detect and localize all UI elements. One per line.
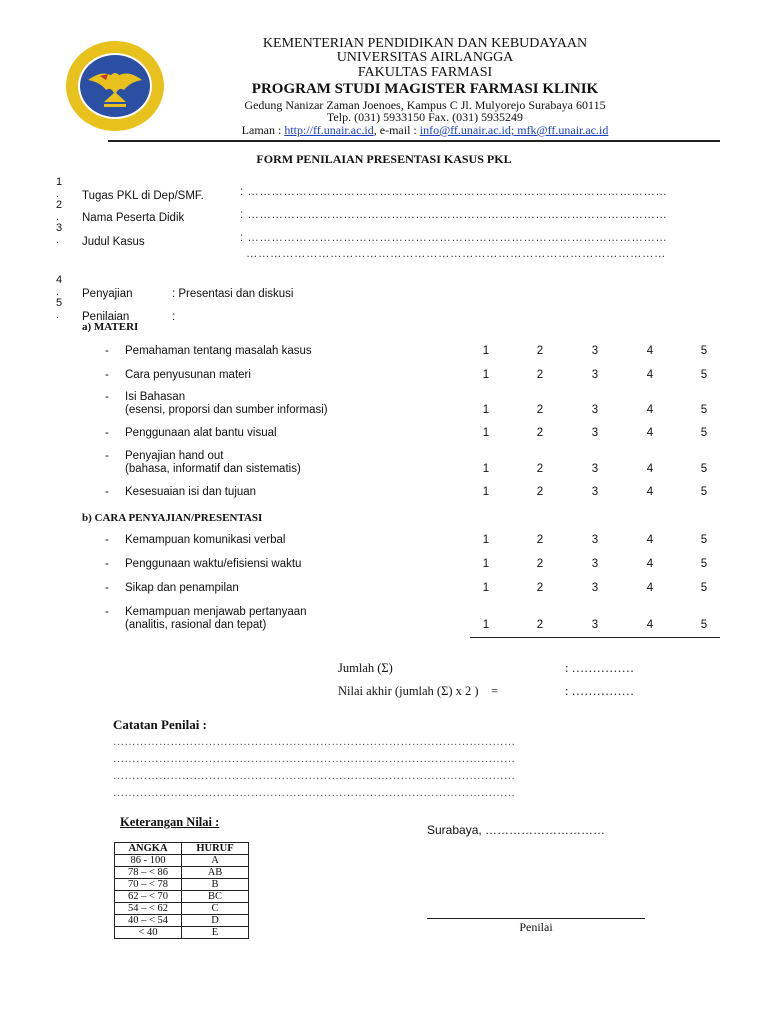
table-row bbox=[115, 867, 249, 879]
score-option[interactable]: 1 bbox=[482, 534, 490, 546]
score-option[interactable]: 1 bbox=[482, 463, 490, 475]
jumlah-label: Jumlah (Σ) bbox=[338, 661, 393, 675]
criteria-bullet: - bbox=[105, 486, 109, 498]
jumlah-value[interactable]: : …………… bbox=[565, 661, 635, 675]
grade-table-header bbox=[115, 843, 249, 855]
nilai-akhir-value[interactable]: : …………… bbox=[565, 684, 635, 698]
criteria-label: Sikap dan penampilan bbox=[125, 582, 239, 594]
score-option[interactable]: 5 bbox=[700, 582, 708, 594]
score-option[interactable]: 3 bbox=[591, 345, 599, 357]
grade-letter: C bbox=[182, 903, 249, 915]
criteria-label: Penggunaan waktu/efisiensi waktu bbox=[125, 558, 302, 570]
criteria-bullet: - bbox=[105, 582, 109, 594]
field-judul-input[interactable]: : …………………………………………………………………………………………… bbox=[240, 232, 668, 244]
score-option[interactable]: 2 bbox=[536, 486, 544, 498]
score-option[interactable]: 4 bbox=[646, 427, 654, 439]
score-option[interactable]: 2 bbox=[536, 558, 544, 570]
catatan-line[interactable]: …………………………………………………………………………………………… bbox=[113, 787, 516, 799]
field-nama-input[interactable]: : …………………………………………………………………………………………… bbox=[240, 209, 668, 221]
score-option[interactable]: 1 bbox=[482, 619, 490, 631]
score-option[interactable]: 4 bbox=[646, 463, 654, 475]
signature-place-date[interactable]: Surabaya, ………………………… bbox=[427, 823, 606, 837]
field-judul-label: Judul Kasus bbox=[82, 236, 145, 248]
score-option[interactable]: 2 bbox=[536, 345, 544, 357]
table-row bbox=[115, 855, 249, 867]
score-option[interactable]: 1 bbox=[482, 582, 490, 594]
grade-letter: AB bbox=[182, 867, 249, 879]
form-title: FORM PENILAIAN PRESENTASI KASUS PKL bbox=[256, 152, 512, 166]
score-option[interactable]: 4 bbox=[646, 404, 654, 416]
table-row bbox=[115, 927, 249, 939]
laman-label: Laman : bbox=[241, 123, 285, 137]
score-option[interactable]: 3 bbox=[591, 582, 599, 594]
email-link[interactable]: info@ff.unair.ac.id; mfk@ff.unair.ac.id bbox=[419, 123, 609, 137]
phone-fax: Telp. (031) 5933150 Fax. (031) 5935249 bbox=[326, 110, 524, 124]
program-name: PROGRAM STUDI MAGISTER FARMASI KLINIK bbox=[251, 81, 599, 97]
grade-range: < 40 bbox=[115, 927, 182, 939]
criteria-label: Isi Bahasan bbox=[125, 391, 186, 403]
score-option[interactable]: 5 bbox=[700, 345, 708, 357]
ministry-name: KEMENTERIAN PENDIDIKAN DAN KEBUDAYAAN bbox=[262, 36, 588, 51]
section-b-title: b) CARA PENYAJIAN/PRESENTASI bbox=[82, 512, 263, 524]
criteria-label: Cara penyusunan materi bbox=[125, 369, 251, 381]
score-option[interactable]: 5 bbox=[700, 619, 708, 631]
field-tugas-input[interactable]: : …………………………………………………………………………………………… bbox=[240, 186, 668, 198]
criteria-sublabel: (esensi, proporsi dan sumber informasi) bbox=[125, 404, 328, 416]
header-divider bbox=[108, 140, 720, 142]
criteria-sublabel: (bahasa, informatif dan sistematis) bbox=[125, 463, 301, 475]
grade-table bbox=[114, 842, 249, 939]
score-option[interactable]: 5 bbox=[700, 558, 708, 570]
signature-role: Penilai bbox=[519, 920, 553, 934]
criteria-label: Pemahaman tentang masalah kasus bbox=[125, 345, 312, 357]
score-option[interactable]: 4 bbox=[646, 582, 654, 594]
numbering-1-3: 1 . 2 . 3 . bbox=[56, 176, 63, 246]
criteria-bullet: - bbox=[105, 427, 109, 439]
grade-letter: E bbox=[182, 927, 249, 939]
score-option[interactable]: 4 bbox=[646, 558, 654, 570]
field-tugas-label: Tugas PKL di Dep/SMF. bbox=[82, 190, 204, 202]
field-nama-label: Nama Peserta Didik bbox=[82, 212, 185, 224]
grade-header-huruf: HURUF bbox=[182, 843, 249, 855]
field-judul-input-2[interactable]: …………………………………………………………………………………………… bbox=[246, 248, 666, 260]
score-option[interactable]: 5 bbox=[700, 427, 708, 439]
score-option[interactable]: 5 bbox=[700, 369, 708, 381]
score-option[interactable]: 4 bbox=[646, 369, 654, 381]
numbering-4-5: 4 . 5 . bbox=[56, 274, 63, 321]
criteria-bullet: - bbox=[105, 369, 109, 381]
grade-letter: D bbox=[182, 915, 249, 927]
grade-range: 86 - 100 bbox=[115, 855, 182, 867]
score-option[interactable]: 2 bbox=[536, 619, 544, 631]
score-option[interactable]: 3 bbox=[591, 369, 599, 381]
score-option[interactable]: 5 bbox=[700, 404, 708, 416]
university-logo bbox=[64, 38, 166, 134]
score-option[interactable]: 4 bbox=[646, 534, 654, 546]
score-option[interactable]: 2 bbox=[536, 369, 544, 381]
penyajian-label: Penyajian bbox=[82, 288, 133, 300]
nilai-akhir-label: Nilai akhir (jumlah (Σ) x 2 ) = bbox=[338, 684, 499, 698]
criteria-bullet: - bbox=[105, 606, 109, 618]
faculty-name: FAKULTAS FARMASI bbox=[357, 65, 493, 80]
grade-letter: B bbox=[182, 879, 249, 891]
university-name: UNIVERSITAS AIRLANGGA bbox=[336, 50, 514, 65]
criteria-label: Kemampuan menjawab pertanyaan bbox=[125, 606, 307, 618]
score-option[interactable]: 2 bbox=[536, 427, 544, 439]
penilaian-colon: : bbox=[172, 311, 176, 323]
signature-line bbox=[427, 918, 645, 919]
score-option[interactable]: 1 bbox=[482, 345, 490, 357]
score-option[interactable]: 3 bbox=[591, 619, 599, 631]
score-option[interactable]: 3 bbox=[591, 534, 599, 546]
score-option[interactable]: 1 bbox=[482, 404, 490, 416]
grade-letter: A bbox=[182, 855, 249, 867]
table-row bbox=[115, 903, 249, 915]
score-total-rule bbox=[470, 637, 720, 638]
score-option[interactable]: 2 bbox=[536, 534, 544, 546]
criteria-label: Penggunaan alat bantu visual bbox=[125, 427, 277, 439]
grade-range: 70 – < 78 bbox=[115, 879, 182, 891]
criteria-sublabel: (analitis, rasional dan tepat) bbox=[125, 619, 267, 631]
score-option[interactable]: 2 bbox=[536, 582, 544, 594]
score-option[interactable]: 1 bbox=[482, 427, 490, 439]
score-option[interactable]: 1 bbox=[482, 369, 490, 381]
criteria-bullet: - bbox=[105, 450, 109, 462]
score-option[interactable]: 3 bbox=[591, 486, 599, 498]
address: Gedung Nanizar Zaman Joenoes, Kampus C Jl. Mulyorejo Surabaya 60115 bbox=[244, 98, 606, 112]
grade-letter: BC bbox=[182, 891, 249, 903]
website-email-line bbox=[190, 123, 660, 137]
criteria-bullet: - bbox=[105, 345, 109, 357]
catatan-line[interactable]: …………………………………………………………………………………………… bbox=[113, 770, 516, 782]
score-option[interactable]: 2 bbox=[536, 463, 544, 475]
criteria-label: Kesesuaian isi dan tujuan bbox=[125, 486, 257, 498]
penilaian-label: Penilaian bbox=[82, 311, 130, 323]
grade-range: 54 – < 62 bbox=[115, 903, 182, 915]
criteria-label: Kemampuan komunikasi verbal bbox=[125, 534, 286, 546]
score-option[interactable]: 3 bbox=[591, 558, 599, 570]
score-option[interactable]: 5 bbox=[700, 486, 708, 498]
catatan-line[interactable]: …………………………………………………………………………………………… bbox=[113, 736, 516, 748]
grade-range: 40 – < 54 bbox=[115, 915, 182, 927]
score-option[interactable]: 1 bbox=[482, 486, 490, 498]
table-row bbox=[115, 891, 249, 903]
criteria-label: Penyajian hand out bbox=[125, 450, 224, 462]
score-option[interactable]: 3 bbox=[591, 427, 599, 439]
catatan-title: Catatan Penilai : bbox=[113, 717, 207, 732]
table-row bbox=[115, 879, 249, 891]
grade-header-angka: ANGKA bbox=[115, 843, 182, 855]
score-option[interactable]: 2 bbox=[536, 404, 544, 416]
catatan-line[interactable]: …………………………………………………………………………………………… bbox=[113, 753, 516, 765]
keterangan-title: Keterangan Nilai : bbox=[120, 815, 220, 829]
website-link[interactable]: http://ff.unair.ac.id bbox=[284, 123, 374, 137]
score-option[interactable]: 4 bbox=[646, 345, 654, 357]
criteria-bullet: - bbox=[105, 391, 109, 403]
section-a-title: a) MATERI bbox=[82, 321, 139, 333]
score-option[interactable]: 4 bbox=[646, 619, 654, 631]
score-option[interactable]: 3 bbox=[591, 463, 599, 475]
criteria-bullet: - bbox=[105, 534, 109, 546]
email-label: , e-mail : bbox=[373, 123, 420, 137]
grade-range: 78 – < 86 bbox=[115, 867, 182, 879]
penyajian-value: : Presentasi dan diskusi bbox=[172, 288, 294, 300]
table-row bbox=[115, 915, 249, 927]
score-option[interactable]: 5 bbox=[700, 463, 708, 475]
score-option[interactable]: 4 bbox=[646, 486, 654, 498]
criteria-bullet: - bbox=[105, 558, 109, 570]
score-option[interactable]: 3 bbox=[591, 404, 599, 416]
score-option[interactable]: 5 bbox=[700, 534, 708, 546]
grade-range: 62 – < 70 bbox=[115, 891, 182, 903]
score-option[interactable]: 1 bbox=[482, 558, 490, 570]
